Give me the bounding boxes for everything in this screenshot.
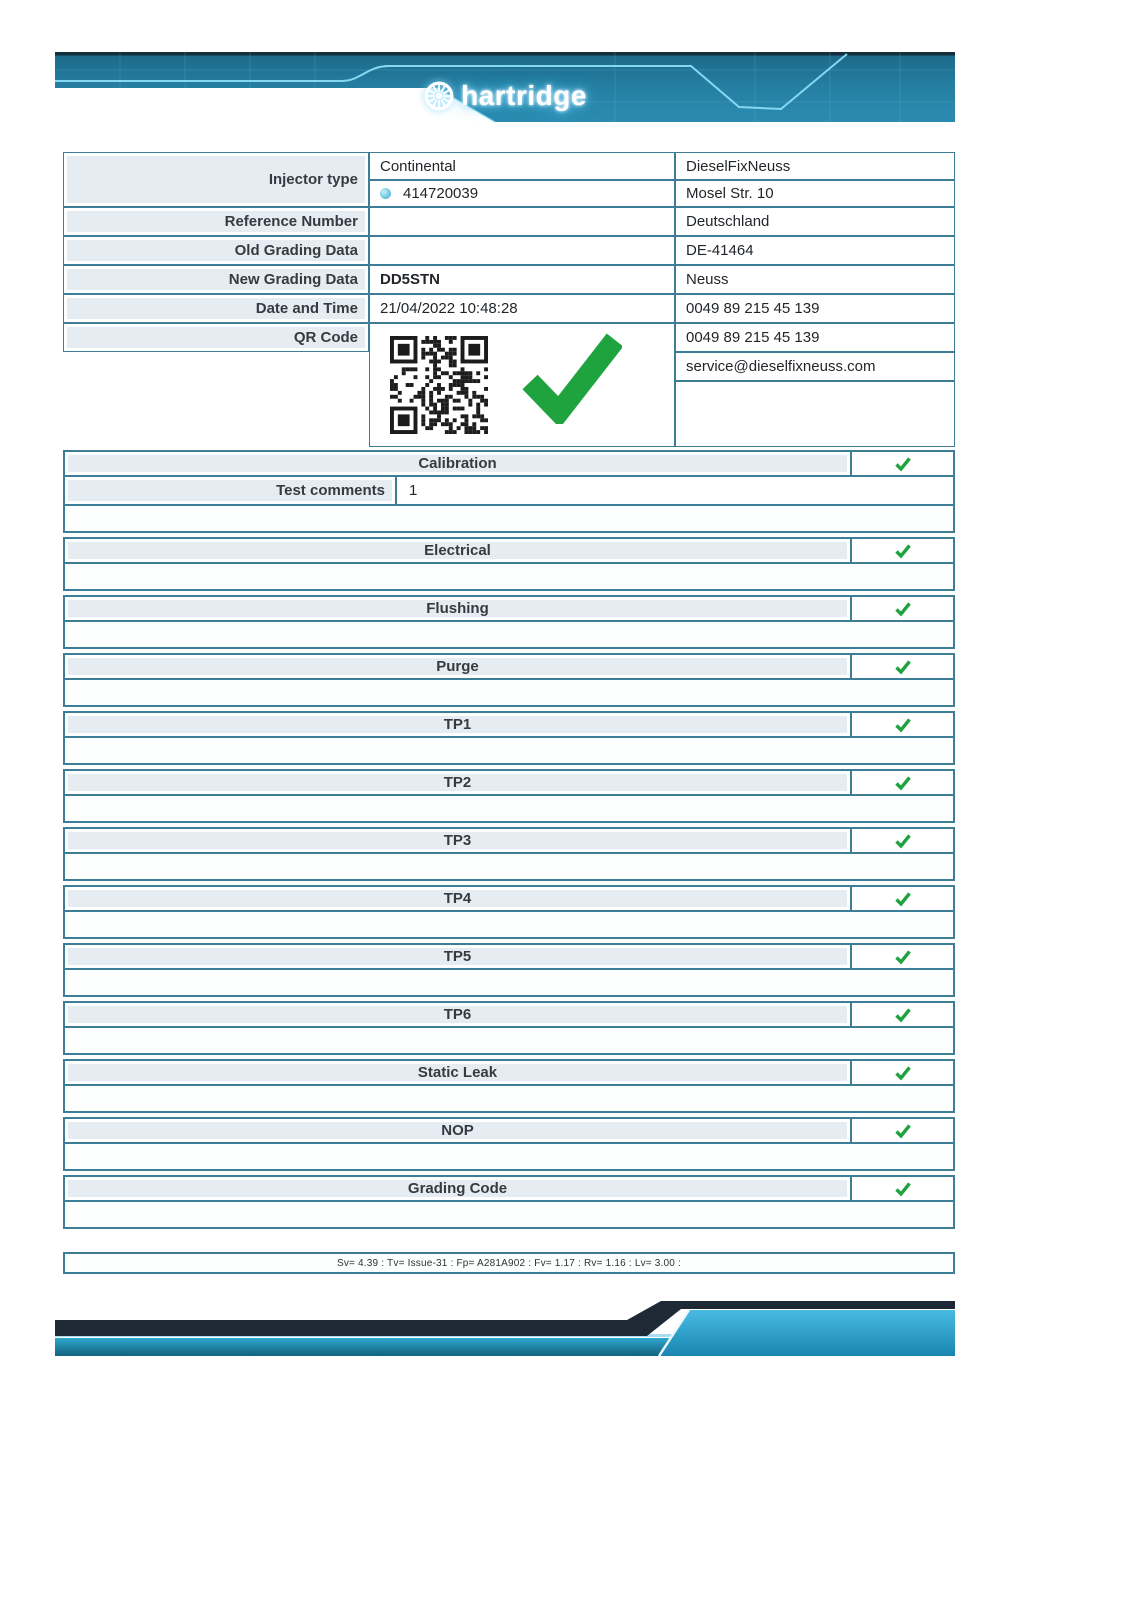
test-section-block [63, 1001, 955, 1055]
workshop-phone-1: 0049 89 215 45 139 [675, 294, 955, 323]
check-icon [894, 775, 912, 791]
spacer-row [63, 854, 955, 881]
workshop-extra-cell [675, 381, 955, 447]
section-row [63, 1117, 955, 1144]
header-banner [55, 52, 955, 122]
check-icon [894, 833, 912, 849]
new-grading-value: DD5STN [369, 265, 675, 294]
section-title: TP2 [65, 771, 850, 794]
spacer-row [63, 1086, 955, 1113]
section-row [63, 827, 955, 854]
section-status-cell [850, 1003, 953, 1026]
section-title: Flushing [65, 597, 850, 620]
section-row [63, 1059, 955, 1086]
footer-banner [55, 1292, 955, 1360]
test-section-block [63, 1059, 955, 1113]
section-status-cell [850, 539, 953, 562]
injector-type-label: Injector type [63, 152, 369, 207]
test-section-block [63, 827, 955, 881]
section-title: NOP [65, 1119, 850, 1142]
spacer-row [63, 1028, 955, 1055]
test-section-block [63, 943, 955, 997]
spacer-row [63, 564, 955, 591]
section-status-cell [850, 887, 953, 910]
test-section-block [63, 595, 955, 649]
old-grading-value [369, 236, 675, 265]
check-icon [894, 456, 912, 472]
section-row [63, 885, 955, 912]
section-status-cell [850, 1177, 953, 1200]
section-title: Grading Code [65, 1177, 850, 1200]
section-title: Static Leak [65, 1061, 850, 1084]
section-title: TP3 [65, 829, 850, 852]
check-icon [894, 1181, 912, 1197]
section-row [63, 653, 955, 680]
qr-code-cell [369, 323, 675, 447]
section-status-cell [850, 771, 953, 794]
section-row [63, 1001, 955, 1028]
reference-number-value [369, 207, 675, 236]
check-icon [894, 717, 912, 733]
spacer-row [63, 912, 955, 939]
workshop-city: Neuss [675, 265, 955, 294]
brand-logo [423, 80, 587, 112]
spacer-row [63, 970, 955, 997]
section-status-cell [850, 1061, 953, 1084]
section-title: TP4 [65, 887, 850, 910]
new-grading-label: New Grading Data [63, 265, 369, 294]
qr-code-image [390, 336, 488, 434]
calibration-block [63, 450, 955, 533]
section-status-cell [850, 597, 953, 620]
wheel-bullet-icon [380, 188, 391, 199]
section-status-cell [850, 829, 953, 852]
section-status-cell [850, 945, 953, 968]
section-title: TP1 [65, 713, 850, 736]
section-title: TP6 [65, 1003, 850, 1026]
test-sections [63, 450, 955, 1274]
old-grading-label: Old Grading Data [63, 236, 369, 265]
spacer-row [63, 506, 955, 533]
test-section-block [63, 653, 955, 707]
date-time-label: Date and Time [63, 294, 369, 323]
test-section-block [63, 711, 955, 765]
workshop-country: Deutschland [675, 207, 955, 236]
check-icon [894, 659, 912, 675]
workshop-email: service@dieselfixneuss.com [675, 352, 955, 381]
section-title: TP5 [65, 945, 850, 968]
spacer-row [63, 1144, 955, 1171]
test-section-block [63, 1117, 955, 1171]
section-row [63, 595, 955, 622]
workshop-street: Mosel Str. 10 [675, 180, 955, 207]
date-time-value: 21/04/2022 10:48:28 [369, 294, 675, 323]
reference-number-label: Reference Number [63, 207, 369, 236]
section-row [63, 711, 955, 738]
section-title: Purge [65, 655, 850, 678]
workshop-postal-code: DE-41464 [675, 236, 955, 265]
check-icon [894, 601, 912, 617]
section-row [63, 943, 955, 970]
test-section-block [63, 1175, 955, 1229]
spacer-row [63, 796, 955, 823]
check-icon [894, 543, 912, 559]
check-icon [894, 1065, 912, 1081]
version-info-text: Sv= 4.39 : Tv= Issue-31 : Fp= A281A902 : Fv= 1.17 : Rv= 1.16 : Lv= 3.00 : [336, 1257, 682, 1269]
check-icon [894, 949, 912, 965]
section-status-cell [850, 1119, 953, 1142]
section-row [63, 769, 955, 796]
qr-code-label: QR Code [63, 323, 369, 352]
section-status-cell [850, 713, 953, 736]
spacer-row [63, 1202, 955, 1229]
test-section-block [63, 537, 955, 591]
spacer-row [63, 738, 955, 765]
section-title: Calibration [65, 452, 850, 475]
test-comments-value: 1 [397, 477, 953, 504]
section-row [63, 1175, 955, 1202]
test-section-block [63, 769, 955, 823]
pass-check-icon-large [522, 332, 622, 424]
spacer-row [63, 622, 955, 649]
injector-number-cell [369, 180, 675, 207]
injector-number-value: 414720039 [403, 185, 479, 202]
wheel-icon [423, 80, 455, 112]
test-comments-label: Test comments [65, 477, 397, 504]
check-icon [894, 891, 912, 907]
test-section-block [63, 885, 955, 939]
section-row [63, 537, 955, 564]
spacer-row [63, 680, 955, 707]
check-icon [894, 1007, 912, 1023]
calibration-row [63, 450, 955, 477]
injector-info-table [63, 152, 955, 447]
section-title: Electrical [65, 539, 850, 562]
brand-name: hartridge [461, 80, 587, 111]
workshop-phone-2: 0049 89 215 45 139 [675, 323, 955, 352]
section-status-cell [850, 655, 953, 678]
injector-make-value: Continental [369, 152, 675, 180]
test-comments-row [63, 477, 955, 506]
section-status-cell [850, 452, 953, 475]
check-icon [894, 1123, 912, 1139]
version-info-row [63, 1252, 955, 1274]
workshop-name: DieselFixNeuss [675, 152, 955, 180]
footer-banner-graphic [55, 1292, 955, 1360]
